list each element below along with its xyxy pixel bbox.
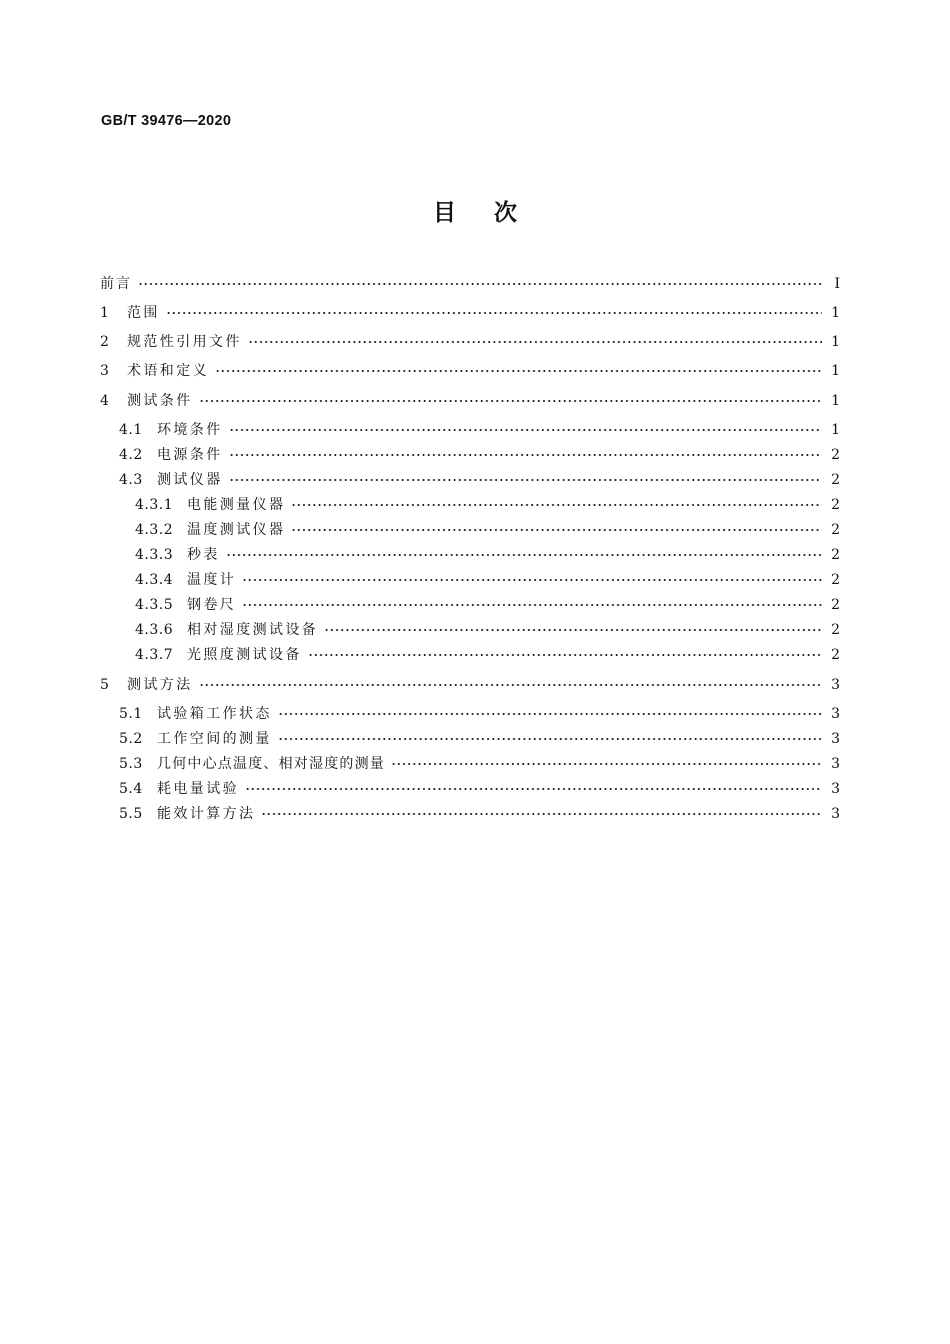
toc-entry-4-3-1[interactable] — [135, 494, 840, 516]
toc-entry-page: 2 — [831, 547, 840, 563]
toc-entry-label: 钢卷尺 — [187, 597, 237, 613]
toc-entry-1[interactable] — [100, 302, 840, 324]
toc-entry-label: 环境条件 — [157, 422, 223, 438]
toc-dot-leader — [229, 478, 822, 482]
toc-entry-label: 能效计算方法 — [157, 806, 256, 822]
toc-entry-label: 几何中心点温度、相对湿度的测量 — [157, 756, 385, 772]
toc-entry-number: 2 — [100, 334, 110, 350]
toc-entry-number: 4.3.7 — [135, 647, 174, 663]
toc-dot-leader — [242, 603, 822, 607]
toc-entry-page: 2 — [831, 572, 840, 588]
toc-entry-4-3-6[interactable] — [135, 619, 840, 641]
toc-dot-leader — [215, 369, 822, 373]
toc-entry-5-2[interactable] — [119, 728, 840, 750]
toc-entry-number: 3 — [100, 363, 110, 379]
toc-entry-page: 1 — [831, 422, 840, 438]
toc-dot-leader — [291, 528, 822, 532]
toc-dot-leader — [199, 683, 822, 687]
toc-entry-label: 电源条件 — [157, 447, 223, 463]
toc-entry-page: 2 — [831, 497, 840, 513]
toc-entry-label: 前言 — [100, 276, 132, 292]
toc-entry-page: 3 — [831, 781, 840, 797]
toc-entry-2[interactable] — [100, 331, 840, 353]
toc-entry-4-3-3[interactable] — [135, 544, 840, 566]
toc-entry-page: 1 — [831, 334, 840, 350]
toc-entry-4-3-7[interactable] — [135, 644, 840, 666]
toc-entry-4[interactable] — [100, 390, 840, 412]
toc-dot-leader — [166, 311, 822, 315]
toc-entry-label: 试验箱工作状态 — [157, 706, 272, 722]
toc-entry-5-3[interactable] — [119, 753, 840, 775]
toc-entry-page: 2 — [831, 647, 840, 663]
toc-entry-number: 4.3.5 — [135, 597, 174, 613]
toc-entry-5-4[interactable] — [119, 778, 840, 800]
toc-entry-label: 相对湿度测试设备 — [187, 622, 319, 638]
toc-entry-label: 电能测量仪器 — [187, 497, 286, 513]
toc-entry-4-3[interactable] — [119, 469, 840, 491]
toc-entry-label: 工作空间的测量 — [157, 731, 272, 747]
toc-entry-label: 规范性引用文件 — [127, 334, 242, 350]
toc-entry-page: 1 — [831, 305, 840, 321]
toc-dot-leader — [278, 737, 822, 741]
toc-entry-page: 2 — [831, 622, 840, 638]
toc-entry-number: 4.3.3 — [135, 547, 174, 563]
toc-entry-label: 范围 — [127, 305, 160, 321]
toc-entry-5-1[interactable] — [119, 703, 840, 725]
toc-entry-page: 1 — [831, 393, 840, 409]
toc-entry-page: 3 — [831, 677, 840, 693]
toc-entry-page: 1 — [831, 363, 840, 379]
toc-entry-number: 5.2 — [119, 731, 143, 747]
toc-entry-number: 5.5 — [119, 806, 143, 822]
toc-entry-3[interactable] — [100, 360, 840, 382]
toc-dot-leader — [226, 553, 822, 557]
toc-dot-leader — [291, 503, 822, 507]
toc-entry-number: 1 — [100, 305, 110, 321]
toc-entry-4-3-5[interactable] — [135, 594, 840, 616]
toc-entry-number: 4.3.6 — [135, 622, 174, 638]
toc-entry-number: 4.3.2 — [135, 522, 174, 538]
toc-dot-leader — [261, 812, 822, 816]
toc-entry-label: 温度计 — [187, 572, 237, 588]
standard-code: GB/T 39476—2020 — [101, 113, 232, 129]
toc-entry-5[interactable] — [100, 674, 840, 696]
toc-entry-page: 3 — [831, 806, 840, 822]
toc-entry-4-1[interactable] — [119, 419, 840, 441]
toc-entry-page: Ⅰ — [834, 276, 840, 292]
toc-dot-leader — [138, 282, 822, 286]
toc-entry-number: 4.1 — [119, 422, 143, 438]
toc-entry-4-2[interactable] — [119, 444, 840, 466]
toc-entry-label: 温度测试仪器 — [187, 522, 286, 538]
toc-entry-label: 测试方法 — [127, 677, 193, 693]
toc-dot-leader — [242, 578, 822, 582]
toc-dot-leader — [248, 340, 822, 344]
toc-entry-label: 测试仪器 — [157, 472, 223, 488]
toc-entry-label: 耗电量试验 — [157, 781, 239, 797]
toc-entry-number: 4.3.4 — [135, 572, 174, 588]
toc-entry-number: 4.3.1 — [135, 497, 174, 513]
toc-dot-leader — [199, 399, 822, 403]
toc-entry-number: 4 — [100, 393, 110, 409]
toc-entry-4-3-2[interactable] — [135, 519, 840, 541]
toc-entry-page: 2 — [831, 472, 840, 488]
toc-entry-number: 4.2 — [119, 447, 143, 463]
toc-entry-label: 术语和定义 — [127, 363, 209, 379]
toc-entry-preface[interactable] — [100, 273, 840, 295]
toc-entry-page: 2 — [831, 597, 840, 613]
toc-entry-number: 5.1 — [119, 706, 143, 722]
toc-dot-leader — [391, 762, 822, 766]
toc-entry-number: 5.4 — [119, 781, 143, 797]
toc-dot-leader — [229, 428, 822, 432]
toc-entry-page: 3 — [831, 756, 840, 772]
toc-entry-page: 2 — [831, 522, 840, 538]
toc-entry-number: 4.3 — [119, 472, 143, 488]
toc-entry-label: 秒表 — [187, 547, 220, 563]
toc-entry-number: 5 — [100, 677, 110, 693]
toc-dot-leader — [245, 787, 822, 791]
toc-entry-5-5[interactable] — [119, 803, 840, 825]
toc-entry-number: 5.3 — [119, 756, 143, 772]
toc-entry-page: 3 — [831, 706, 840, 722]
page-title: 目次 — [433, 200, 555, 226]
toc-dot-leader — [278, 712, 822, 716]
toc-entry-label: 光照度测试设备 — [187, 647, 302, 663]
toc-entry-label: 测试条件 — [127, 393, 193, 409]
toc-entry-page: 2 — [831, 447, 840, 463]
toc-dot-leader — [308, 653, 822, 657]
toc-dot-leader — [324, 628, 822, 632]
toc-dot-leader — [229, 453, 822, 457]
toc-entry-4-3-4[interactable] — [135, 569, 840, 591]
toc-entry-page: 3 — [831, 731, 840, 747]
